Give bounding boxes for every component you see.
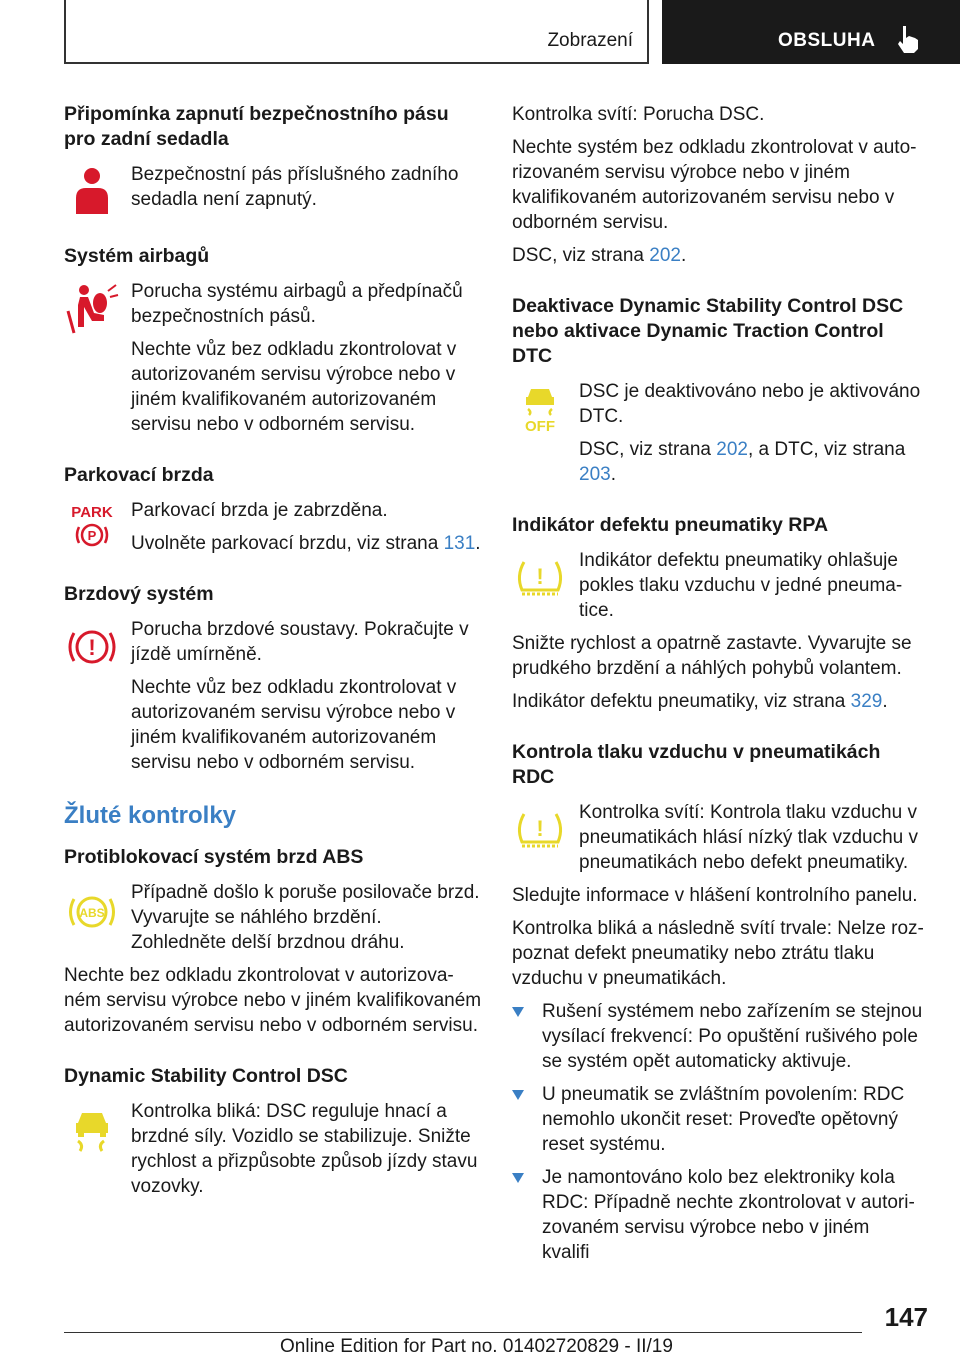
section-title: Indikátor defektu pneumatiky RPA bbox=[512, 514, 829, 536]
text-fragment: Indikátor defektu pneumatiky, viz strana bbox=[512, 691, 851, 712]
bullet-triangle-icon bbox=[512, 1173, 524, 1183]
text-fragment: . bbox=[882, 691, 888, 712]
dsc-off-icon bbox=[512, 381, 568, 437]
indicator-text: Nechte vůz bez odkladu zkontrolovat v autorizovaném servisu výrobce nebo v jiném kvalifikovaném autorizovaném servisu nebo v odborném servisu. bbox=[131, 677, 457, 773]
section-parking-brake bbox=[64, 463, 482, 556]
indicator-text bbox=[512, 243, 928, 268]
text-fragment: . bbox=[475, 533, 481, 554]
tire-icon-mark: ! bbox=[536, 564, 544, 589]
pointing-hand-icon bbox=[894, 24, 922, 54]
section-title: Brzdový systém bbox=[64, 583, 214, 605]
indicator-text: Sledujte informace v hlášení kontrolního panelu. bbox=[512, 885, 918, 906]
section-brake-system bbox=[64, 582, 482, 775]
indicator-row bbox=[64, 880, 482, 1038]
text-fragment: Kontrolka bliká: DSC reguluje hnací a brzdné síly. Vozidlo se stabilizuje. Snižte rychlost a přizpůsobte způsob jízdy stavu vozovky. bbox=[131, 1101, 478, 1197]
indicator-row bbox=[512, 548, 928, 623]
indicator-text bbox=[131, 1099, 482, 1199]
indicator-text: Indikátor defektu pneumatiky ohlašuje pokles tlaku vzduchu v jedné pneumatice. bbox=[579, 550, 903, 621]
indicator-text: Snižte rychlost a opatrně zastavte. Vyvarujte se prudkého brzdění a náhlých pohybů volantem. bbox=[512, 633, 912, 679]
indicator-text: Bezpečnostní pás příslušného zadního sedadla není zapnutý. bbox=[131, 164, 459, 210]
right-column bbox=[512, 102, 928, 1291]
tire-pressure-icon bbox=[512, 802, 568, 858]
text-fragment: , a DTC, viz strana bbox=[747, 439, 906, 460]
indicator-text: Nechte systém bez odkladu zkontrolovat v autorizovaném servisu výrobce nebo v jiném kvalifikovaném autorizovaném servisu nebo v odborném servisu. bbox=[512, 137, 917, 233]
indicator-text: Nechte vůz bez odkladu zkontrolovat v autorizovaném servisu výrobce nebo v jiném kvalifikovaném autorizovaném servisu nebo v odborném servisu. bbox=[131, 339, 457, 435]
indicator-text: Porucha systému airbagů a předpínačů bezpečnostních pásů. bbox=[131, 281, 463, 327]
dsc-off-icon-text: OFF bbox=[525, 418, 555, 435]
section-title: Parkovací brzda bbox=[64, 464, 214, 486]
indicator-text: Kontrolka bliká a následně svítí trvale: Nelze rozpoznat defekt pneumatiky nebo ztrátu tlaku vzduchu v pneumatikách. bbox=[512, 918, 924, 989]
page-link[interactable]: 202 bbox=[716, 439, 748, 460]
indicator-text: Nechte bez odkladu zkontrolovat v autorizovaném servisu výrobce nebo v jiném kvalifikovaném autorizovaném servisu nebo v odborném servisu. bbox=[64, 965, 482, 1036]
header-chapter-tab bbox=[662, 0, 960, 64]
header-section-title: Zobrazení bbox=[547, 30, 633, 51]
airbag-icon bbox=[64, 281, 120, 337]
section-rpa bbox=[512, 513, 928, 714]
bullet-triangle-icon bbox=[512, 1007, 524, 1017]
indicator-text bbox=[131, 531, 482, 556]
yellow-lamps-heading: Žluté kontrolky bbox=[64, 802, 237, 829]
section-dsc-fault bbox=[512, 102, 928, 268]
section-seatbelt bbox=[64, 102, 482, 218]
tire-icon-mark: ! bbox=[536, 816, 544, 841]
footer-divider bbox=[64, 1332, 862, 1333]
indicator-row bbox=[64, 617, 482, 775]
page-number: 147 bbox=[884, 1302, 928, 1332]
list-item-text: U pneumatik se zvláštním povolením: RDC nemohlo ukončit reset: Proveďte opětovný reset systému. bbox=[542, 1084, 905, 1155]
abs-icon-text: ABS bbox=[79, 906, 105, 920]
section-title: Kontrola tlaku vzduchu v pneumatikách RDC bbox=[512, 741, 881, 788]
seatbelt-passenger-icon bbox=[64, 164, 120, 220]
text-fragment: DSC, viz strana bbox=[512, 245, 650, 266]
left-column bbox=[64, 102, 482, 1225]
page-link[interactable]: 202 bbox=[649, 245, 681, 266]
park-icon-letter: P bbox=[87, 528, 97, 543]
list-item-text: Je namontováno kolo bez elektroniky kola RDC: Případně nechte zkontrolovat v autorizovaném servisu výrobce nebo v jiném kvalifi bbox=[542, 1167, 915, 1263]
text-fragment: Uvolněte parkovací brzdu, viz strana bbox=[131, 533, 444, 554]
section-title: Protiblokovací systém brzd ABS bbox=[64, 846, 364, 868]
indicator-row bbox=[64, 1099, 482, 1199]
section-abs bbox=[64, 845, 482, 1038]
indicator-row bbox=[512, 379, 928, 487]
indicator-text: Případně došlo k poruše posilovače brzd. Vyvarujte se náhlého brzdění. Zohledněte delší brzdnou dráhu. bbox=[131, 882, 480, 953]
indicator-row bbox=[64, 162, 482, 218]
tire-pressure-icon bbox=[512, 550, 568, 606]
abs-icon bbox=[64, 882, 120, 938]
indicator-text: Kontrolka svítí: Kontrola tlaku vzduchu v pneumatikách hlásí nízký tlak vzduchu v pneumatikách nebo defekt pneumatiky. bbox=[579, 802, 919, 873]
brake-warning-icon bbox=[64, 619, 120, 675]
page-link[interactable]: 131 bbox=[443, 533, 476, 554]
section-title: Deaktivace Dynamic Stability Control DSC nebo aktivace Dynamic Traction Control DTC bbox=[512, 295, 904, 367]
section-title: Připomínka zapnutí bezpečnostního pásu pro zadní sedadla bbox=[64, 103, 449, 150]
indicator-row bbox=[64, 279, 482, 437]
park-brake-icon bbox=[64, 500, 120, 556]
indicator-text: Kontrolka svítí: Porucha DSC. bbox=[512, 104, 765, 125]
header-chapter-title: OBSLUHA bbox=[778, 30, 876, 51]
indicator-text: Porucha brzdové soustavy. Pokračujte v jízdě umírněně. bbox=[131, 619, 469, 665]
section-airbag bbox=[64, 244, 482, 437]
indicator-row bbox=[64, 498, 482, 556]
dsc-skid-icon bbox=[64, 1101, 120, 1157]
bullet-triangle-icon bbox=[512, 1090, 524, 1100]
text-fragment: . bbox=[680, 245, 687, 266]
indicator-text: DSC je deaktivováno nebo je aktivováno DTC. bbox=[579, 381, 921, 427]
park-icon-text: PARK bbox=[71, 504, 113, 521]
section-rdc bbox=[512, 740, 928, 1265]
list-item bbox=[512, 1165, 928, 1265]
section-title: Systém airbagů bbox=[64, 245, 210, 267]
section-dsc bbox=[64, 1064, 482, 1199]
page-link[interactable]: 203 bbox=[579, 464, 611, 485]
indicator-text bbox=[579, 437, 928, 487]
list-item-text: Rušení systémem nebo zařízením se stejnou vysílací frekvencí: Po opuštění rušivého pole se systém opět automaticky aktivuje. bbox=[542, 1001, 923, 1072]
page-link[interactable]: 329 bbox=[850, 691, 883, 712]
header-section-box bbox=[64, 0, 649, 64]
list-item bbox=[512, 999, 928, 1074]
section-title: Dynamic Stability Control DSC bbox=[64, 1065, 348, 1087]
list-item bbox=[512, 1082, 928, 1157]
text-fragment: DSC, viz strana bbox=[579, 439, 717, 460]
indicator-row bbox=[512, 800, 928, 875]
footer-edition: Online Edition for Part no. 01402720829 - II/19 bbox=[280, 1336, 673, 1357]
text-fragment: . bbox=[610, 464, 616, 485]
brake-icon-mark: ! bbox=[88, 635, 96, 660]
section-dsc-off bbox=[512, 294, 928, 487]
indicator-text bbox=[512, 689, 928, 714]
indicator-text: Parkovací brzda je zabrzděna. bbox=[131, 500, 388, 521]
